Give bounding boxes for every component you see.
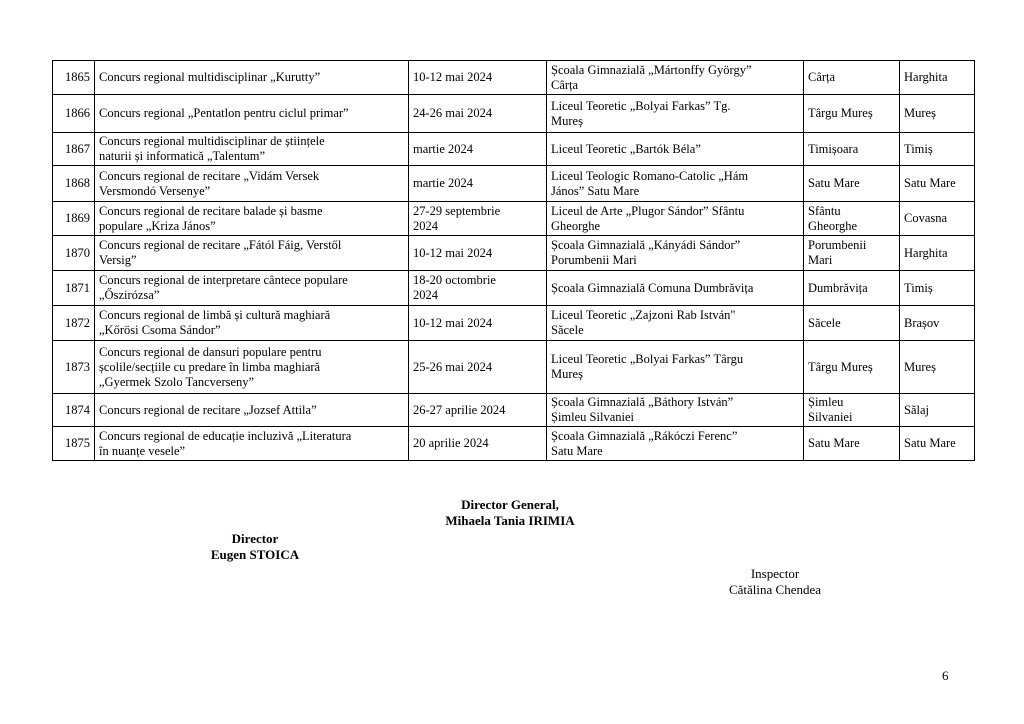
competition-date-line: 10-12 mai 2024 [413,70,493,84]
competition-name-cell [95,341,409,394]
city-cell [804,61,900,95]
city-line: Satu Mare [808,436,860,450]
director-general-signature [395,497,625,529]
city-cell [804,202,900,236]
city-line: Silvaniei [808,410,853,424]
school-name-cell [547,202,804,236]
school-name-line: János” Satu Mare [551,183,640,198]
school-name-line: Școala Gimnazială „Báthory István” [551,395,734,409]
school-name-cell [547,394,804,427]
competition-date-cell [409,95,547,133]
competition-date-line: 24-26 mai 2024 [413,106,493,120]
school-name-line: Șimleu Silvaniei [551,410,634,424]
table-row [53,341,975,394]
city-cell [804,236,900,271]
competition-date-line: 10-12 mai 2024 [413,315,493,330]
county-cell [900,306,975,341]
inspector-signature [700,566,850,598]
city-line: Cârța [808,70,836,84]
county-line: Harghita [904,70,948,84]
competition-name-cell [95,427,409,461]
school-name-line: Liceul de Arte „Plugor Sándor” Sfântu [551,203,745,218]
county-line: Timiș [904,280,933,295]
city-cell [804,306,900,341]
row-number-cell: 1870 [53,236,95,271]
competition-date-line: 20 aprilie 2024 [413,436,489,450]
row-number-cell: 1871 [53,271,95,306]
county-cell [900,427,975,461]
table-row [53,95,975,133]
row-number-cell: 1873 [53,341,95,394]
competition-name-line: Concurs regional de recitare balade și basme [99,203,323,218]
competition-date-cell [409,202,547,236]
competition-name-line: Concurs regional multidisciplinar „Kurutty” [99,70,321,84]
competition-date-cell [409,394,547,427]
row-number-cell: 1867 [53,133,95,166]
competition-name-line: Concurs regional de limbă și cultură maghiară [99,308,331,322]
row-number-cell: 1875 [53,427,95,461]
county-cell [900,95,975,133]
school-name-line: Liceul Teoretic „Bolyai Farkas” Tg. [551,98,731,113]
row-number-cell: 1865 [53,61,95,95]
competition-date-line: 2024 [413,288,438,302]
county-cell [900,166,975,202]
city-cell [804,271,900,306]
school-name-cell [547,95,804,133]
school-name-line: Școala Gimnazială „Kányádi Sándor” [551,238,741,252]
competition-name-cell [95,236,409,271]
table-row [53,427,975,461]
competition-name-cell [95,306,409,341]
table-row [53,306,975,341]
competition-name-line: „Kőrösi Csoma Sándor” [99,323,221,337]
city-line: Dumbrăvița [808,280,868,295]
school-name-cell [547,133,804,166]
competition-name-line: în nuanțe vesele” [99,443,186,458]
school-name-cell [547,166,804,202]
city-cell [804,95,900,133]
county-line: Brașov [904,315,940,330]
school-name-line: Gheorghe [551,218,601,233]
county-line: Mureș [904,359,936,374]
school-name-line: Școala Gimnazială „Mártonffy György” [551,62,752,77]
city-line: Porumbenii [808,238,867,252]
county-line: Covasna [904,211,948,225]
competition-name-line: Concurs regional „Pentatlon pentru ciclul primar” [99,106,349,120]
competition-name-line: Versig” [99,253,137,267]
page-number: 6 [942,668,949,683]
competition-date-line: 25-26 mai 2024 [413,359,493,374]
county-cell [900,394,975,427]
county-line: Harghita [904,245,948,260]
city-cell [804,394,900,427]
school-name-cell [547,427,804,461]
competition-date-line: 10-12 mai 2024 [413,245,493,260]
county-line: Satu Mare [904,436,956,450]
competition-name-line: Concurs regional multidisciplinar de științele [99,134,325,148]
city-line: Târgu Mureș [808,359,873,374]
row-number-cell: 1866 [53,95,95,133]
competition-name-line: școlile/secțiile cu predare în limba maghiară [99,359,321,374]
school-name-cell [547,236,804,271]
city-cell [804,166,900,202]
inspector-title: Inspector [750,566,800,581]
competition-date-line: 26-27 aprilie 2024 [413,402,506,417]
row-number-cell: 1868 [53,166,95,202]
competitions-table [52,60,975,461]
county-line: Satu Mare [904,176,956,190]
competition-date-cell [409,133,547,166]
table-row [53,236,975,271]
city-cell [804,133,900,166]
county-line: Mureș [904,106,936,120]
table-body [53,61,975,461]
competition-date-cell [409,306,547,341]
school-name-line: Liceul Teoretic „Bartók Béla” [551,141,701,156]
competition-name-line: naturii și informatică „Talentum” [99,149,266,163]
competition-name-line: Versmondó Versenye” [99,183,211,198]
school-name-line: Cârța [551,77,579,92]
city-line: Gheorghe [808,218,858,233]
school-name-line: Satu Mare [551,443,603,458]
table-row [53,133,975,166]
city-cell [804,341,900,394]
school-name-line: Mureș [551,113,583,128]
school-name-cell [547,341,804,394]
city-line: Timișoara [808,141,859,156]
table-row [53,394,975,427]
city-line: Sfântu [808,203,841,218]
table-row [53,166,975,202]
city-line: Șimleu [808,395,844,409]
city-line: Satu Mare [808,176,860,190]
county-cell [900,341,975,394]
school-name-line: Săcele [551,323,584,337]
director-general-name: Mihaela Tania IRIMIA [445,513,575,528]
director-general-title: Director General, [461,497,559,512]
competition-name-cell [95,394,409,427]
inspector-name: Cătălina Chendea [728,582,822,597]
school-name-line: Liceul Teoretic „Bolyai Farkas” Târgu [551,352,744,366]
competition-date-cell [409,166,547,202]
competition-name-line: Concurs regional de recitare „Fától Fáig, Verstől [99,238,342,252]
competition-name-line: „Őszirózsa” [99,288,160,302]
school-name-cell [547,306,804,341]
county-cell [900,133,975,166]
competition-name-line: Concurs regional de educație incluzivă „Literatura [99,428,352,443]
city-cell [804,427,900,461]
city-line: Săcele [808,315,841,330]
competition-name-cell [95,166,409,202]
competition-name-line: Concurs regional de dansuri populare pentru [99,344,322,359]
director-title: Director [231,531,279,546]
competition-date-line: martie 2024 [413,141,474,156]
city-line: Mari [808,253,833,267]
director-signature [170,531,340,563]
county-cell [900,271,975,306]
competition-name-line: Concurs regional de recitare „Jozsef Attila” [99,402,317,417]
school-name-line: Școala Gimnazială Comuna Dumbrăvița [551,280,754,295]
row-number-cell: 1869 [53,202,95,236]
competition-name-cell [95,61,409,95]
competition-name-line: populare „Kriza János” [99,218,216,233]
county-line: Timiș [904,141,933,156]
school-name-line: Mureș [551,367,583,381]
row-number-cell: 1872 [53,306,95,341]
row-number-cell: 1874 [53,394,95,427]
county-cell [900,202,975,236]
competition-name-cell [95,95,409,133]
school-name-line: Porumbenii Mari [551,253,637,267]
competition-name-cell [95,202,409,236]
competition-date-cell [409,341,547,394]
table-row [53,61,975,95]
competition-date-line: martie 2024 [413,176,474,190]
competition-name-line: Concurs regional de interpretare cântece populare [99,273,348,287]
school-name-cell [547,61,804,95]
table-row [53,271,975,306]
school-name-cell [547,271,804,306]
competition-date-line: 27-29 septembrie [413,203,501,218]
school-name-line: Liceul Teoretic „Zajzoni Rab István" [551,308,736,322]
competition-date-cell [409,271,547,306]
county-cell [900,236,975,271]
competition-date-line: 18-20 octombrie [413,273,496,287]
school-name-line: Liceul Teologic Romano-Catolic „Hám [551,168,749,183]
competition-name-cell [95,133,409,166]
school-name-line: Școala Gimnazială „Rákóczi Ferenc” [551,428,738,443]
competition-date-cell [409,61,547,95]
county-line: Sălaj [904,402,929,417]
table-row [53,202,975,236]
competition-name-cell [95,271,409,306]
competition-date-cell [409,236,547,271]
competition-name-line: „Gyermek Szolo Tancverseny” [99,374,255,389]
competition-name-line: Concurs regional de recitare „Vidám Versek [99,168,320,183]
competition-date-line: 2024 [413,218,438,233]
director-name: Eugen STOICA [210,547,300,562]
county-cell [900,61,975,95]
city-line: Târgu Mureș [808,106,873,120]
competition-date-cell [409,427,547,461]
